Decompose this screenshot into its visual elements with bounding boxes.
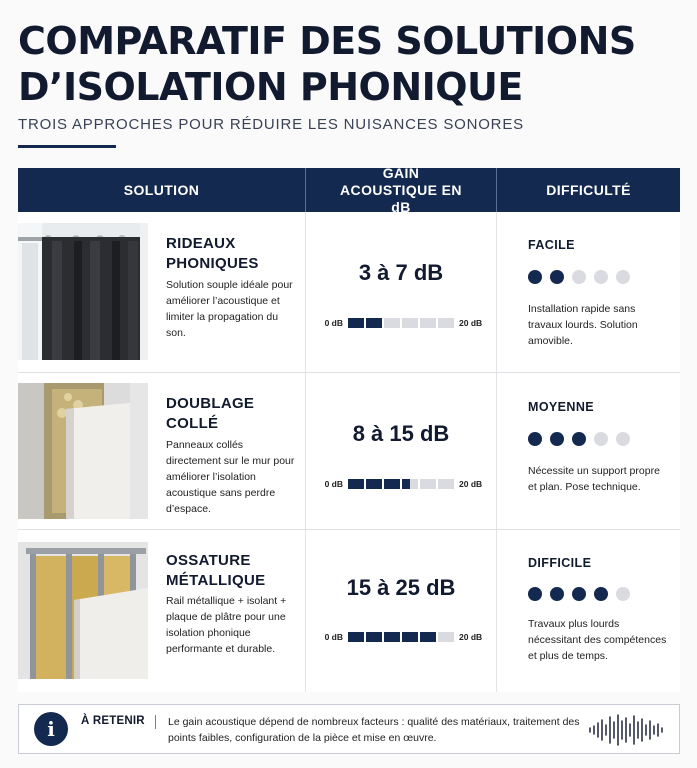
- scale-max-label: 20 dB: [459, 318, 483, 328]
- gain-bar-track: [348, 632, 454, 642]
- gain-bar: [306, 316, 496, 330]
- solution-description: Panneaux collés directement sur le mur pour améliorer l’isolation acoustique sans perdre d’espace.: [166, 439, 295, 515]
- difficulty-description: Installation rapide sans travaux lourds. Solution amovible.: [528, 303, 638, 347]
- sound-wave-icon: [587, 713, 665, 747]
- difficulty-dot: [528, 432, 542, 446]
- difficulty-dot: [616, 587, 630, 601]
- gain-bar-segment: [438, 632, 454, 642]
- gain-bar-segment: [384, 632, 400, 642]
- difficulty-label: MOYENNE: [528, 400, 595, 414]
- difficulty-dot: [550, 587, 564, 601]
- gain-bar-segment: [348, 632, 364, 642]
- gain-bar-segment: [384, 318, 400, 328]
- gain-bar: [306, 477, 496, 491]
- column-header-solution: SOLUTION: [123, 181, 200, 198]
- column-header-difficulty: DIFFICULTÉ: [496, 168, 680, 212]
- solution-name: DOUBLAGE COLLÉ: [166, 395, 255, 432]
- table-row-rideaux: [18, 212, 680, 373]
- table-row-doublage: [18, 373, 680, 530]
- difficulty-dot: [616, 270, 630, 284]
- scale-min-label: 0 dB: [324, 632, 343, 642]
- solution-description: Rail métallique + isolant + plaque de plâtre pour une isolation phonique performante et durable.: [166, 595, 287, 655]
- difficulty-dots: [528, 587, 630, 601]
- gain-bar-segment: [366, 318, 382, 328]
- difficulty-dot: [594, 587, 608, 601]
- gain-bar-segment: [438, 318, 454, 328]
- gain-value: 8 à 15 dB: [352, 421, 450, 446]
- info-icon: i: [34, 712, 68, 746]
- difficulty-label: FACILE: [528, 238, 575, 252]
- gain-bar-segment: [348, 318, 364, 328]
- solution-name: RIDEAUX PHONIQUES: [166, 235, 259, 272]
- gain-value: 15 à 25 dB: [346, 575, 456, 600]
- gain-bar-segment: [402, 632, 418, 642]
- difficulty-dot: [572, 270, 586, 284]
- solution-name: OSSATURE MÉTALLIQUE: [166, 552, 266, 589]
- gain-value: 3 à 7 dB: [358, 260, 444, 285]
- column-header-gain-label: GAIN ACOUSTIQUE EN dB: [340, 164, 462, 215]
- difficulty-dot: [528, 587, 542, 601]
- page-subtitle: TROIS APPROCHES POUR RÉDUIRE LES NUISANCES SONORES: [18, 116, 524, 133]
- gain-bar-segment: [348, 479, 364, 489]
- gain-bar-segment: [366, 479, 382, 489]
- scale-min-label: 0 dB: [324, 318, 343, 328]
- difficulty-dot: [572, 432, 586, 446]
- scale-max-label: 20 dB: [459, 479, 483, 489]
- difficulty-dot: [550, 270, 564, 284]
- difficulty-label: DIFFICILE: [528, 556, 592, 570]
- gain-bar-segment: [420, 479, 436, 489]
- difficulty-dot: [572, 587, 586, 601]
- note-text: Le gain acoustique dépend de nombreux facteurs : qualité des matériaux, traitement des points faibles, configuration de la pièce et mise en œuvre.: [168, 716, 580, 744]
- gain-bar-segment: [420, 318, 436, 328]
- note-divider: [155, 715, 156, 729]
- table-row-ossature: [18, 530, 680, 692]
- blackout-curtain-photo: [18, 223, 148, 360]
- gain-bar-segment: [384, 479, 400, 489]
- comparison-table: [18, 164, 680, 692]
- page-title: COMPARATIF DES SOLUTIONS D’ISOLATION PHONIQUE: [18, 19, 636, 109]
- difficulty-dot: [528, 270, 542, 284]
- gain-bar-segment: [402, 318, 418, 328]
- column-header-gain: [305, 164, 496, 215]
- gain-bar-track: [348, 318, 454, 328]
- difficulty-description: Nécessite un support propre et plan. Pose technique.: [528, 465, 660, 493]
- difficulty-dot: [594, 270, 608, 284]
- difficulty-dots: [528, 270, 630, 284]
- gain-bar-segment: [420, 632, 436, 642]
- note-heading: À RETENIR: [81, 715, 145, 727]
- table-header: [18, 164, 680, 215]
- metal-frame-photo: [18, 542, 148, 679]
- gain-bar-segment: [438, 479, 454, 489]
- solution-description: Solution souple idéale pour améliorer l’acoustique et limiter la propagation du son.: [166, 279, 293, 339]
- difficulty-dot: [616, 432, 630, 446]
- gain-bar-segment: [366, 632, 382, 642]
- difficulty-dots: [528, 432, 630, 446]
- glued-panel-photo: [18, 383, 148, 519]
- gain-bar-segment: [402, 479, 418, 489]
- scale-max-label: 20 dB: [459, 632, 483, 642]
- difficulty-dot: [550, 432, 564, 446]
- title-underline: [18, 145, 116, 148]
- difficulty-description: Travaux plus lourds nécessitant des compétences et plus de temps.: [528, 618, 667, 662]
- key-takeaway-box: [18, 704, 680, 754]
- difficulty-dot: [594, 432, 608, 446]
- scale-min-label: 0 dB: [324, 479, 343, 489]
- gain-bar-track: [348, 479, 454, 489]
- gain-bar: [306, 630, 496, 644]
